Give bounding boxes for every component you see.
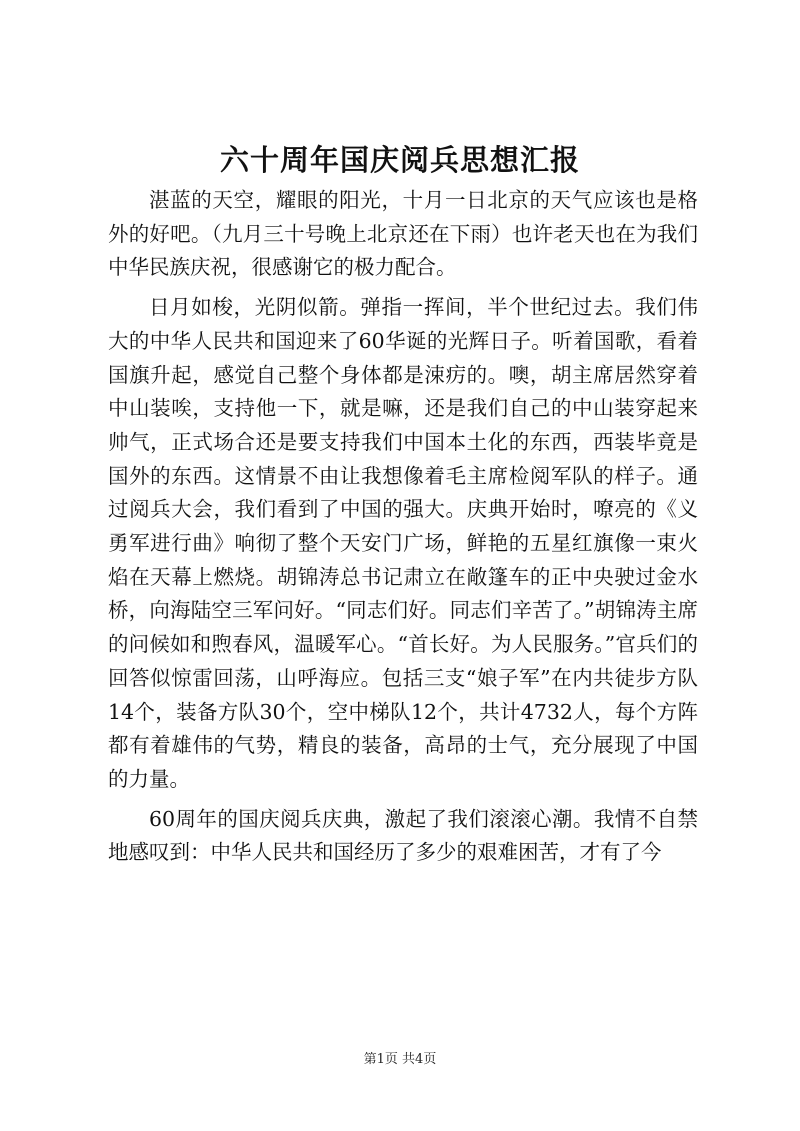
document-title: 六十周年国庆阅兵思想汇报 <box>219 143 580 177</box>
document-body <box>108 184 698 876</box>
paragraph-1: 湛蓝的天空，耀眼的阳光，十月一日北京的天气应该也是格外的好吧。（九月三十号晚上北京还在下雨）也许老天也在为我们中华民族庆祝，很感谢它的极力配合。 <box>108 188 698 280</box>
page-number-footer: 第1页 共4页 <box>363 1052 437 1067</box>
paragraph-3: 60周年的国庆阅兵庆典，激起了我们滚滚心潮。我情不自禁地感叹到：中华人民共和国经历了多少的艰难困苦，才有了今 <box>108 806 698 865</box>
paragraph-2: 日月如梭，光阴似箭。弹指一挥间，半个世纪过去。我们伟大的中华人民共和国迎来了60华诞的光辉日子。听着国歌，看着国旗升起，感觉自己整个身体都是涑疠的。噢，胡主席居然穿着中山装唉，支持他一下，就是嘛，还是我们自己的中山装穿起来帅气，正式场合还是要支持我们中国本土化的东西，西装毕竟是国外的东西。这情景不由让我想像着毛主席检阅军队的样子。通过阅兵大会，我们看到了中国的强大。庆典开始时，嘹亮的《义勇军进行曲》响彻了整个天安门广场，鲜艳的五星红旗像一束火焰在天幕上燃烧。胡锦涛总书记肃立在敞篷车的正中央驶过金水桥，向海陆空三军问好。“同志们好。同志们辛苦了。”胡锦涛主席的问候如和煦春风，温暖军心。“首长好。为人民服务。”官兵们的回答似惊雷回荡，山呼海应。包括三支“娘子军”在内共徒步方队14个，装备方队30个，空中梯队12个，共计4732人，每个方阵都有着雄伟的气势，精良的装备，高昂的士气，充分展现了中国的力量。 <box>108 295 698 791</box>
